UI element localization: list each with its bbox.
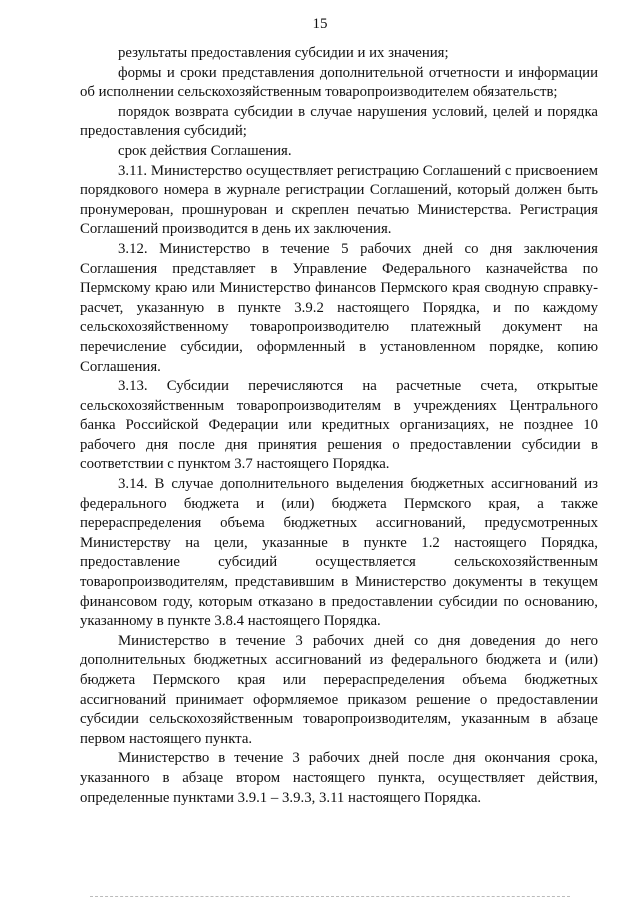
paragraph: результаты предоставления субсидии и их значения; [118, 45, 449, 61]
scan-edge-divider [90, 896, 570, 897]
paragraph-3-11: 3.11. Министерство осуществляет регистрацию Соглашений с присвоением порядкового номера в журнале регистрации Соглашений, который должен быть пронумерован, прошнурован и скреплен печатью Министерства. Регистрация Соглашений производится в день их заключения. [80, 162, 598, 238]
paragraph-3-12: 3.12. Министерство в течение 5 рабочих дней со дня заключения Соглашения представляет в Управление Федерального казначейства по Пермскому краю или Министерство финансов Пермского края сводную справку-расчет, указанную в пункте 3.9.2 настоящего Порядка, и по каждому сельскохозяйственному товаропроизводителю платежный документ на перечисление субсидии, оформленный в установленном порядке, копию Соглашения. [80, 240, 598, 375]
paragraph: формы и сроки представления дополнительной отчетности и информации об исполнении сельскохозяйственным товаропроизводителем обязательств; [80, 64, 598, 101]
paragraph-3-14: 3.14. В случае дополнительного выделения бюджетных ассигнований из федерального бюджета и (или) бюджета Пермского края, а также перераспределения объема бюджетных ассигнований, предусмотренных Министерству на цели, указанные в пункте 1.2 настоящего Порядка, предоставление субсидий осуществляется сельскохозяйственным товаропроизводителям, представившим в Министерство документы в текущем финансовом году, которым отказано в предоставлении субсидии по основанию, указанному в пункте 3.8.4 настоящего Порядка. [80, 476, 598, 630]
paragraph: срок действия Соглашения. [118, 142, 292, 159]
paragraph: Министерство в течение 3 рабочих дней после дня окончания срока, указанного в абзаце втором настоящего пункта, осуществляет действия, определенные пунктами 3.9.1 – 3.9.3, 3.11 настоящего Порядка. [80, 750, 598, 806]
document-body [80, 44, 598, 808]
paragraph: Министерство в течение 3 рабочих дней со дня доведения до него дополнительных бюджетных ассигнований из федерального бюджета и (или) бюджета Пермского края или перераспределения объема бюджетных ассигнований принимает оформляемое приказом решение о предоставлении субсидии сельскохозяйственным товаропроизводителям, указанным в абзаце первом настоящего пункта. [80, 632, 598, 747]
paragraph-3-13: 3.13. Субсидии перечисляются на расчетные счета, открытые сельскохозяйственным товаропроизводителям в учреждениях Центрального банка Российской Федерации или кредитных организациях, не позднее 10 рабочего дня после дня принятия решения о предоставлении субсидии в соответствии с пунктом 3.7 настоящего Порядка. [80, 378, 598, 473]
page-number: 15 [312, 16, 328, 32]
paragraph: порядок возврата субсидии в случае нарушения условий, целей и порядка предоставления субсидий; [80, 103, 598, 140]
